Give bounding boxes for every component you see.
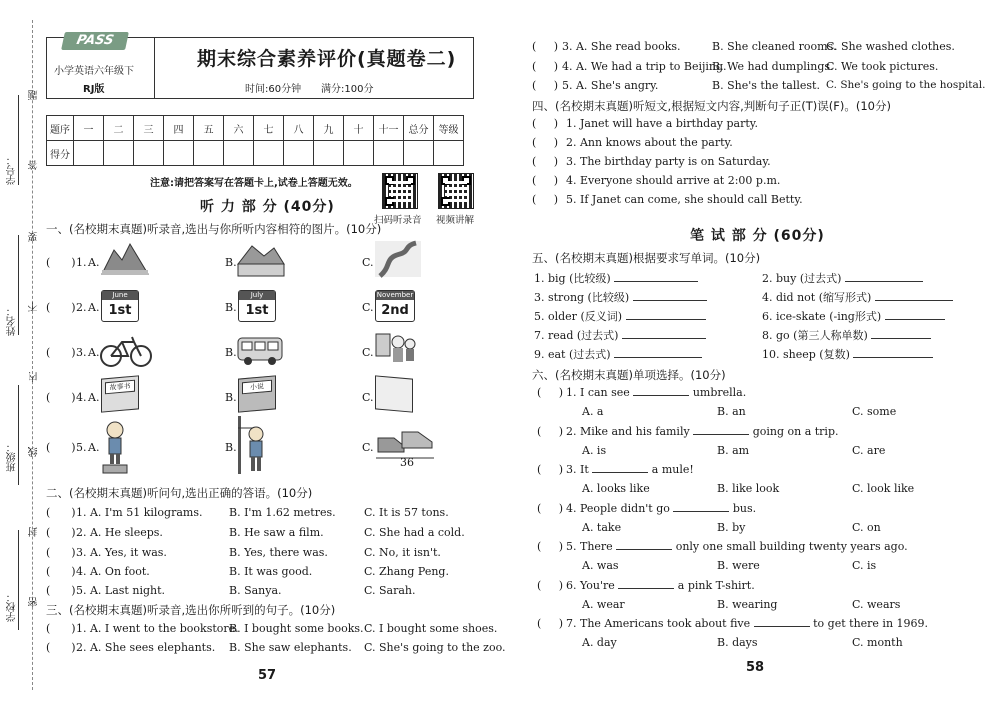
answer-paren[interactable]: ( ) [532, 117, 559, 130]
word-task-prompt: 1. big (比较级) [534, 272, 611, 285]
option-b: B. were [717, 559, 760, 572]
answer-paren[interactable]: ( ) [46, 584, 76, 597]
word-task [762, 270, 923, 286]
score-cell[interactable] [224, 141, 254, 166]
section-2-heading: 二、(名校期末真题)听问句,选出正确的答语。(10分) [46, 486, 313, 500]
word-task [534, 346, 702, 362]
answer-paren[interactable]: ( ) [537, 502, 564, 515]
score-col-header: 六 [224, 116, 254, 141]
bicycle-icon [100, 334, 152, 368]
qr-code-video[interactable] [438, 173, 474, 209]
option-b: B. by [717, 521, 746, 534]
option-c: C. We took pictures. [826, 60, 939, 73]
notice-text: 注意:请把答案写在答题卡上,试卷上答题无效。 [150, 178, 358, 189]
option-b: B. She cleaned rooms. [712, 40, 837, 53]
answer-paren[interactable]: ( ) [46, 301, 76, 314]
answer-blank[interactable] [618, 588, 674, 589]
answer-paren[interactable]: ( ) [46, 526, 76, 539]
score-cell[interactable] [254, 141, 284, 166]
answer-blank[interactable] [885, 319, 945, 320]
question-text: bus. [732, 502, 757, 515]
boy-scale-icon [100, 420, 130, 476]
answer-blank[interactable] [853, 357, 933, 358]
question-text: to get there in 1969. [813, 617, 929, 630]
question-text: a pink T-shirt. [677, 579, 755, 592]
question-text: 6. You're [566, 579, 615, 592]
section-6-heading: 六、(名校期末真题)单项选择。(10分) [532, 368, 726, 382]
option-b: B. He saw a film. [229, 526, 324, 539]
option-a: 4. A. We had a trip to Beijing. [562, 60, 727, 73]
answer-blank[interactable] [845, 281, 923, 282]
answer-blank[interactable] [626, 319, 706, 320]
question-text: 3. It [566, 463, 589, 476]
calendar-icon [101, 290, 139, 322]
option-letter: C. [362, 441, 374, 454]
name-label: 姓名： [7, 306, 18, 336]
option-b: B. like look [717, 482, 780, 495]
score-col-header: 十一 [374, 116, 404, 141]
word-task-prompt: 7. read (过去式) [534, 329, 619, 342]
question-number: 2. [76, 301, 87, 314]
section-1-heading: 一、(名校期末真题)听录音,选出与你所听内容相符的图片。(10分) [46, 222, 382, 236]
page-title: 期末综合素养评价(真题卷二) [197, 48, 457, 70]
answer-blank[interactable] [622, 338, 706, 339]
score-row-label: 得分 [47, 141, 74, 166]
score-cell[interactable] [344, 141, 374, 166]
option-b: B. Sanya. [229, 584, 282, 597]
answer-paren[interactable]: ( ) [46, 256, 76, 269]
grade-box [47, 33, 155, 98]
option-letter: C. [362, 256, 374, 269]
tf-statement: 4. Everyone should arrive at 2:00 p.m. [566, 174, 781, 187]
score-table [46, 115, 464, 166]
option-letter: B. [225, 441, 237, 454]
score-cell[interactable] [314, 141, 344, 166]
option-c: C. look like [852, 482, 915, 495]
option-b: B. Yes, there was. [229, 546, 328, 559]
writing-section-title: 笔 试 部 分 (60分) [690, 228, 825, 244]
score-table-score-row [47, 141, 464, 166]
score-col-header: 等级 [434, 116, 464, 141]
calendar-day: 2nd [381, 303, 409, 318]
book-cover-text: 故事书 [105, 380, 135, 395]
question-text: a mule! [651, 463, 694, 476]
answer-blank[interactable] [614, 357, 702, 358]
answer-paren[interactable]: ( ) [532, 136, 559, 149]
option-c: C. on [852, 521, 881, 534]
answer-blank[interactable] [633, 395, 689, 396]
grade-label: 小学英语六年级下 [54, 66, 134, 77]
score-col-header: 五 [194, 116, 224, 141]
word-task [762, 327, 931, 343]
word-task-prompt: 9. eat (过去式) [534, 348, 611, 361]
answer-paren[interactable]: ( ) [532, 155, 559, 168]
option-c: C. Zhang Peng. [364, 565, 449, 578]
book-icon [101, 375, 139, 412]
option-a: 2. A. He sleeps. [76, 526, 163, 539]
answer-paren[interactable]: ( ) [537, 579, 564, 592]
score-col-header: 题序 [47, 116, 74, 141]
calendar-month: November [376, 291, 414, 299]
tf-statement: 3. The birthday party is on Saturday. [566, 155, 771, 168]
book-icon [375, 375, 413, 412]
word-task [762, 308, 945, 324]
mc-question [566, 463, 694, 476]
word-task-prompt: 2. buy (过去式) [762, 272, 842, 285]
option-letter: A. [88, 346, 100, 359]
time-label: 时间:60分钟 [245, 84, 302, 95]
seal-char: 内 [29, 372, 40, 382]
binding-margin [0, 0, 40, 707]
score-cell[interactable] [284, 141, 314, 166]
option-letter: A. [88, 256, 100, 269]
option-letter: C. [362, 301, 374, 314]
word-task [534, 308, 706, 324]
road-icon [374, 240, 422, 278]
page-number-left: 57 [258, 668, 277, 683]
option-c: C. Sarah. [364, 584, 416, 597]
question-text: 2. Mike and his family [566, 425, 690, 438]
seal-char: 题 [29, 90, 40, 100]
pass-logo: PASS [61, 32, 129, 50]
option-a: 1. A. I'm 51 kilograms. [76, 506, 203, 519]
answer-paren[interactable]: ( ) [537, 617, 564, 630]
answer-paren[interactable]: ( ) [46, 391, 76, 404]
question-text: 7. The Americans took about five [566, 617, 751, 630]
option-b: B. an [717, 405, 746, 418]
option-letter: B. [225, 391, 237, 404]
option-a: 3. A. Yes, it was. [76, 546, 167, 559]
class-label: 班级： [7, 442, 18, 472]
score-col-header: 三 [134, 116, 164, 141]
book-cover-text: 小说 [242, 380, 272, 395]
option-a: 1. A. I went to the bookstore. [76, 622, 239, 635]
seal-char: 要 [29, 232, 40, 242]
option-c: C. are [852, 444, 886, 457]
score-cell[interactable] [194, 141, 224, 166]
calendar-day: 1st [108, 303, 132, 318]
question-text: 1. I can see [566, 386, 630, 399]
word-task-prompt: 6. ice-skate (-ing形式) [762, 310, 882, 323]
answer-paren[interactable]: ( ) [532, 60, 559, 73]
calendar-day: 1st [245, 303, 269, 318]
answer-paren[interactable]: ( ) [46, 622, 76, 635]
option-a: A. take [582, 521, 622, 534]
score-cell[interactable] [434, 141, 464, 166]
qr-label-video: 视频讲解 [436, 215, 475, 226]
bus-icon [236, 334, 286, 368]
question-text: 5. There [566, 540, 613, 553]
option-c: C. She's going to the hospital. [826, 79, 986, 91]
tf-statement: 2. Ann knows about the party. [566, 136, 733, 149]
option-c: C. She washed clothes. [826, 40, 955, 53]
tf-statement: 5. If Janet can come, she should call Betty. [566, 193, 803, 206]
calendar-icon [375, 290, 415, 322]
score-col-header: 总分 [404, 116, 434, 141]
option-a: 2. A. She sees elephants. [76, 641, 216, 654]
score-col-header: 七 [254, 116, 284, 141]
school-label: 学校： [7, 592, 18, 622]
answer-blank[interactable] [693, 434, 749, 435]
listening-section-title: 听 力 部 分 (40分) [200, 199, 335, 215]
option-c: C. month [852, 636, 903, 649]
score-table-header-row [47, 116, 464, 141]
option-a: 3. A. She read books. [562, 40, 681, 53]
answer-paren[interactable]: ( ) [46, 346, 76, 359]
answer-paren[interactable]: ( ) [532, 193, 559, 206]
option-a: 5. A. She's angry. [562, 79, 659, 92]
tf-statement: 1. Janet will have a birthday party. [566, 117, 759, 130]
calendar-month: July [239, 291, 275, 300]
option-b: B. I'm 1.62 metres. [229, 506, 336, 519]
score-cell[interactable] [104, 141, 134, 166]
word-task-prompt: 8. go (第三人称单数) [762, 329, 868, 342]
question-text: only one small building twenty years ago. [675, 540, 908, 553]
answer-paren[interactable]: ( ) [46, 641, 76, 654]
answer-paren[interactable]: ( ) [46, 506, 76, 519]
answer-blank[interactable] [673, 511, 729, 512]
option-c: C. some [852, 405, 897, 418]
cut-line [32, 20, 33, 690]
option-a: A. wear [582, 598, 625, 611]
answer-blank[interactable] [614, 281, 698, 282]
option-a: A. is [582, 444, 607, 457]
mc-question [566, 579, 755, 592]
section-5-heading: 五、(名校期末真题)根据要求写单词。(10分) [532, 251, 761, 265]
answer-paren[interactable]: ( ) [537, 463, 564, 476]
option-a: A. was [582, 559, 619, 572]
score-col-header: 九 [314, 116, 344, 141]
question-number: 3. [76, 346, 87, 359]
student-id-label: 学号： [7, 155, 18, 185]
word-task-prompt: 10. sheep (复数) [762, 348, 850, 361]
score-col-header: 十 [344, 116, 374, 141]
option-c: C. No, it isn't. [364, 546, 441, 559]
word-task [534, 327, 706, 343]
option-letter: B. [225, 301, 237, 314]
question-text: umbrella. [692, 386, 747, 399]
edition-label: RJ版 [83, 84, 105, 95]
option-a: A. looks like [582, 482, 650, 495]
option-c: C. is [852, 559, 877, 572]
book-icon [238, 375, 276, 412]
mc-question [566, 425, 839, 438]
question-text: 4. People didn't go [566, 502, 670, 515]
mountain-lake-icon [236, 240, 286, 278]
calendar-month: June [102, 291, 138, 300]
option-c: C. She had a cold. [364, 526, 465, 539]
answer-paren[interactable]: ( ) [537, 540, 564, 553]
option-a: A. a [582, 405, 604, 418]
qr-code-audio[interactable] [382, 173, 418, 209]
option-letter: B. [225, 346, 237, 359]
mountain-icon [100, 240, 150, 278]
seal-char: 答 [29, 160, 40, 170]
option-c: C. She's going to the zoo. [364, 641, 506, 654]
full-score-label: 满分:100分 [321, 84, 374, 95]
answer-paren[interactable]: ( ) [46, 565, 76, 578]
section-4-heading: 四、(名校期末真题)听短文,根据短文内容,判断句子正(T)误(F)。(10分) [532, 99, 891, 113]
boy-height-icon [236, 414, 272, 476]
qr-label-audio: 扫码听录音 [374, 215, 422, 226]
calendar-icon [238, 290, 276, 322]
option-letter: C. [362, 391, 374, 404]
mc-question [566, 540, 908, 553]
option-b: B. wearing [717, 598, 778, 611]
word-task [762, 289, 953, 305]
option-b: B. We had dumplings. [712, 60, 834, 73]
score-cell[interactable] [134, 141, 164, 166]
word-task-prompt: 5. older (反义词) [534, 310, 623, 323]
score-col-header: 四 [164, 116, 194, 141]
option-b: B. days [717, 636, 758, 649]
option-b: B. am [717, 444, 750, 457]
answer-paren[interactable]: ( ) [537, 386, 564, 399]
question-number: 5. [76, 441, 87, 454]
question-number: 4. [76, 391, 87, 404]
option-a: 5. A. Last night. [76, 584, 165, 597]
option-b: B. It was good. [229, 565, 313, 578]
page-number-right: 58 [746, 660, 765, 675]
answer-paren[interactable]: ( ) [532, 40, 559, 53]
option-b: B. She's the tallest. [712, 79, 820, 92]
option-letter: C. [362, 346, 374, 359]
answer-paren[interactable]: ( ) [46, 546, 76, 559]
answer-paren[interactable]: ( ) [537, 425, 564, 438]
answer-blank[interactable] [616, 549, 672, 550]
answer-blank[interactable] [633, 300, 707, 301]
word-task [762, 346, 933, 362]
option-a: 4. A. On foot. [76, 565, 150, 578]
option-b: B. She saw elephants. [229, 641, 352, 654]
question-text: going on a trip. [752, 425, 839, 438]
word-task [534, 270, 698, 286]
mc-question [566, 386, 746, 399]
kids-icon [374, 332, 418, 368]
seal-char: 不 [29, 302, 40, 312]
exam-header [46, 33, 474, 99]
score-col-header: 八 [284, 116, 314, 141]
word-task-prompt: 4. did not (缩写形式) [762, 291, 872, 304]
seal-char: 线 [29, 447, 40, 457]
option-letter: A. [88, 441, 100, 454]
answer-paren[interactable]: ( ) [532, 174, 559, 187]
word-task-prompt: 3. strong (比较级) [534, 291, 630, 304]
shoe-size-label: 36 [400, 456, 414, 469]
answer-blank[interactable] [875, 300, 953, 301]
option-c: C. I bought some shoes. [364, 622, 498, 635]
question-number: 1. [76, 256, 87, 269]
option-letter: B. [225, 256, 237, 269]
score-cell[interactable] [374, 141, 404, 166]
answer-blank[interactable] [592, 472, 648, 473]
option-b: B. I bought some books. [229, 622, 364, 635]
mc-question [566, 502, 756, 515]
answer-paren[interactable]: ( ) [46, 441, 76, 454]
seal-char: 密 [29, 597, 40, 607]
score-cell[interactable] [404, 141, 434, 166]
option-letter: A. [88, 301, 100, 314]
seal-char: 封 [29, 527, 40, 537]
answer-paren[interactable]: ( ) [532, 79, 559, 92]
option-letter: A. [88, 391, 100, 404]
section-3-heading: 三、(名校期末真题)听录音,选出你所听到的句子。(10分) [46, 603, 336, 617]
mc-question [566, 617, 928, 630]
word-task [534, 289, 707, 305]
option-a: A. day [582, 636, 617, 649]
answer-blank[interactable] [871, 338, 931, 339]
score-cell[interactable] [74, 141, 104, 166]
answer-blank[interactable] [754, 626, 810, 627]
score-cell[interactable] [164, 141, 194, 166]
option-c: C. wears [852, 598, 901, 611]
score-col-header: 二 [104, 116, 134, 141]
score-col-header: 一 [74, 116, 104, 141]
option-c: C. It is 57 tons. [364, 506, 449, 519]
